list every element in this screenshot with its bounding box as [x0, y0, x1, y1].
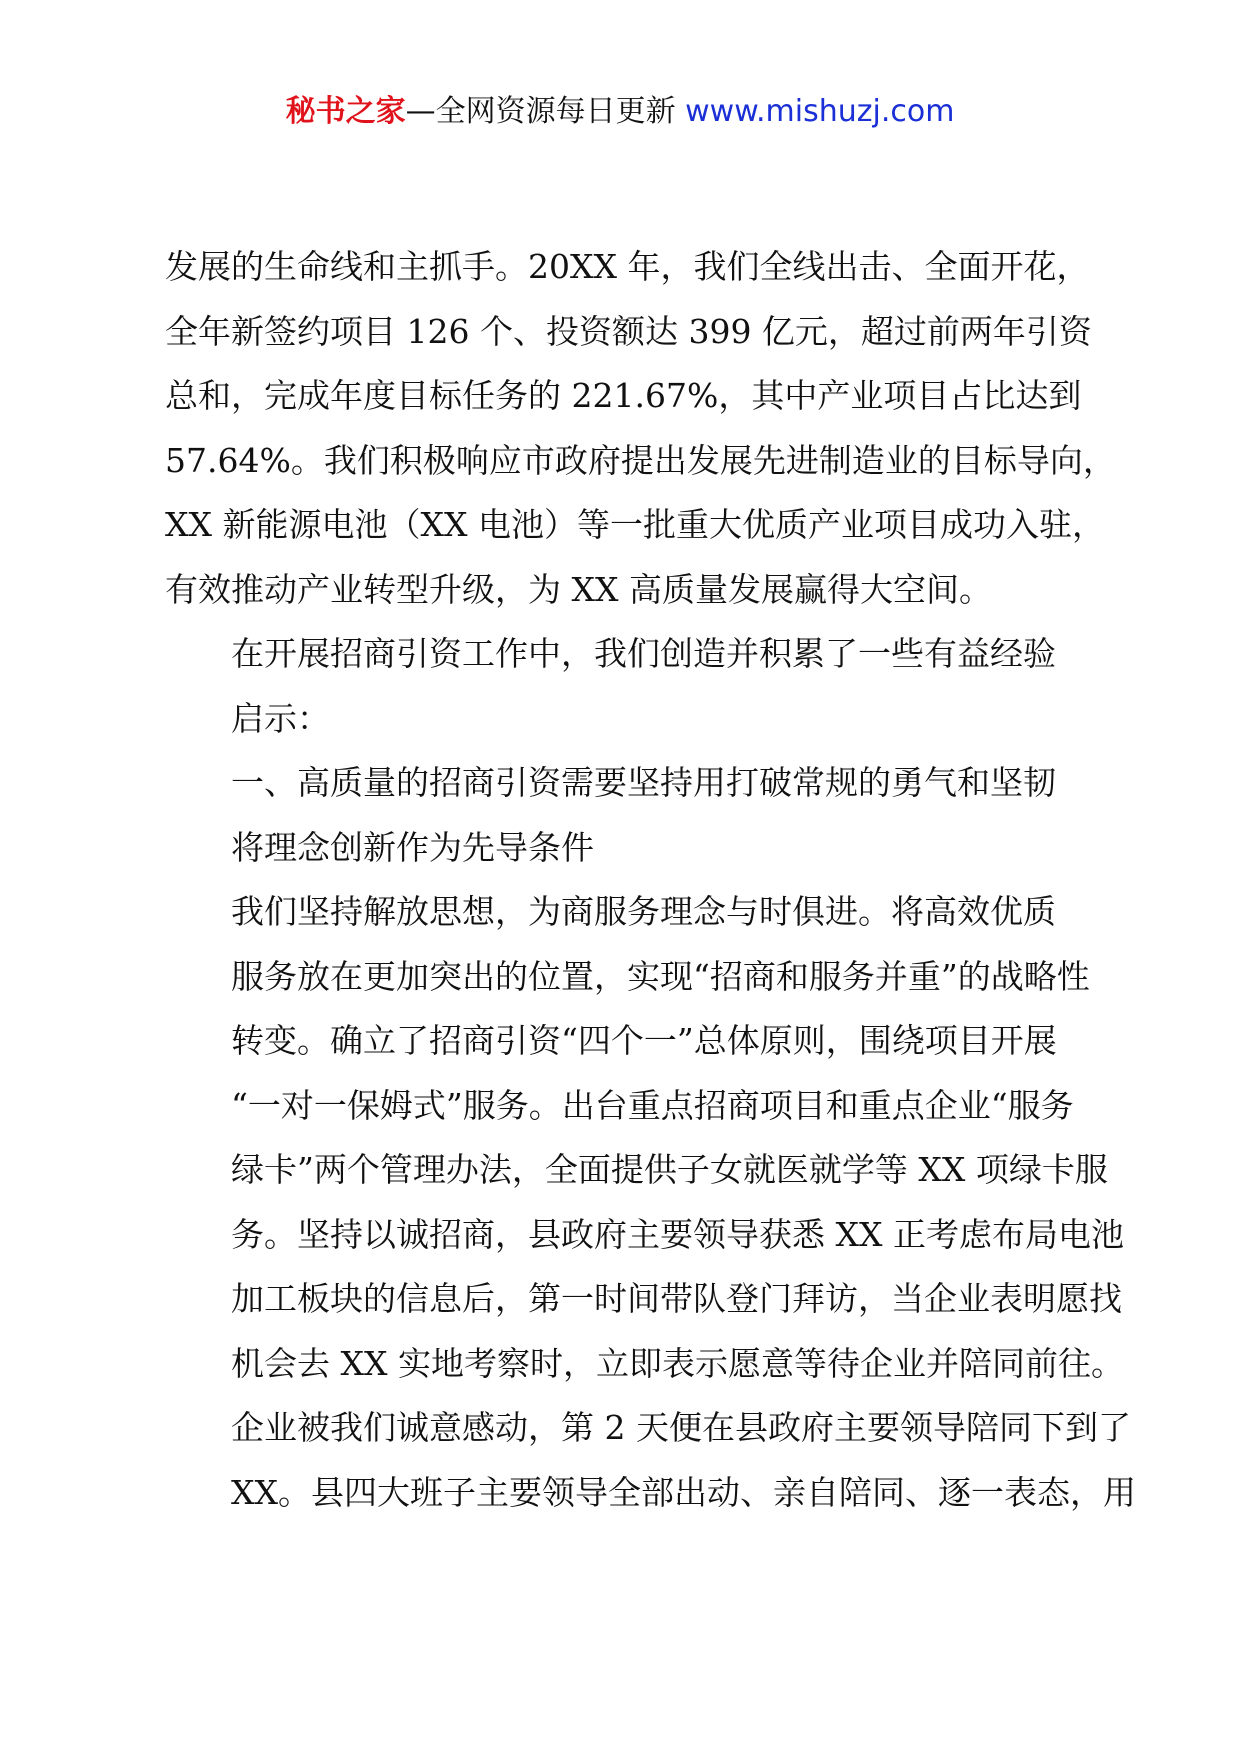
text-line: 一、高质量的招商引资需要坚持用打破常规的勇气和坚韧: [231, 763, 1056, 802]
text-line: 我们坚持解放思想，为商服务理念与时俱进。将高效优质: [231, 892, 1056, 931]
site-url-link[interactable]: www.mishuzj.com: [685, 94, 955, 129]
page-header: [0, 92, 1240, 132]
text-line: 57.64%。我们积极响应市政府提出发展先进制造业的目标导向，: [165, 440, 1116, 480]
text-line: 在开展招商引资工作中，我们创造并积累了一些有益经验: [231, 634, 1056, 673]
text-line: 务。坚持以诚招商，县政府主要领导获悉 XX 正考虑布局电池: [231, 1214, 1124, 1254]
text-line: “一对一保姆式”服务。出台重点招商项目和重点企业“服务: [231, 1085, 1074, 1125]
paragraph-service-philosophy: [165, 880, 1136, 1525]
text-line: 加工板块的信息后，第一时间带队登门拜访，当企业表明愿找: [231, 1279, 1122, 1318]
text-line: 有效推动产业转型升级，为 XX 高质量发展赢得大空间。: [165, 569, 992, 609]
document-body: [165, 235, 1136, 1525]
paragraph-investment-results: [165, 235, 1115, 622]
paragraph-experience-intro: [165, 622, 1115, 751]
text-line: 发展的生命线和主抓手。20XX 年，我们全线出击、全面开花，: [165, 247, 1090, 286]
text-line: 绿卡”两个管理办法，全面提供子女就医就学等 XX 项绿卡服: [231, 1150, 1108, 1189]
text-line: 机会去 XX 实地考察时，立即表示愿意等待企业并陪同前往。: [231, 1343, 1124, 1383]
text-line: XX 新能源电池（XX 电池）等一批重大优质产业项目成功入驻，: [165, 505, 1105, 544]
header-tagline: —全网资源每日更新: [405, 94, 686, 129]
site-name: 秘书之家: [285, 94, 406, 129]
text-line: 将理念创新作为先导条件: [231, 827, 594, 867]
text-line: 服务放在更加突出的位置，实现“招商和服务并重”的战略性: [231, 956, 1090, 996]
text-line: 全年新签约项目 126 个、投资额达 399 亿元，超过前两年引资: [165, 311, 1092, 351]
text-line: 转变。确立了招商引资“四个一”总体原则，围绕项目开展: [231, 1021, 1057, 1060]
text-line: 总和，完成年度目标任务的 221.67%，其中产业项目占比达到: [165, 376, 1082, 415]
text-line: XX。县四大班子主要领导全部出动、亲自陪同、逐一表态，用: [231, 1472, 1136, 1512]
text-line: 企业被我们诚意感动，第 2 天便在县政府主要领导陪同下到了: [231, 1408, 1131, 1447]
section-heading-one: [165, 751, 1115, 880]
text-line: 启示：: [231, 698, 330, 738]
